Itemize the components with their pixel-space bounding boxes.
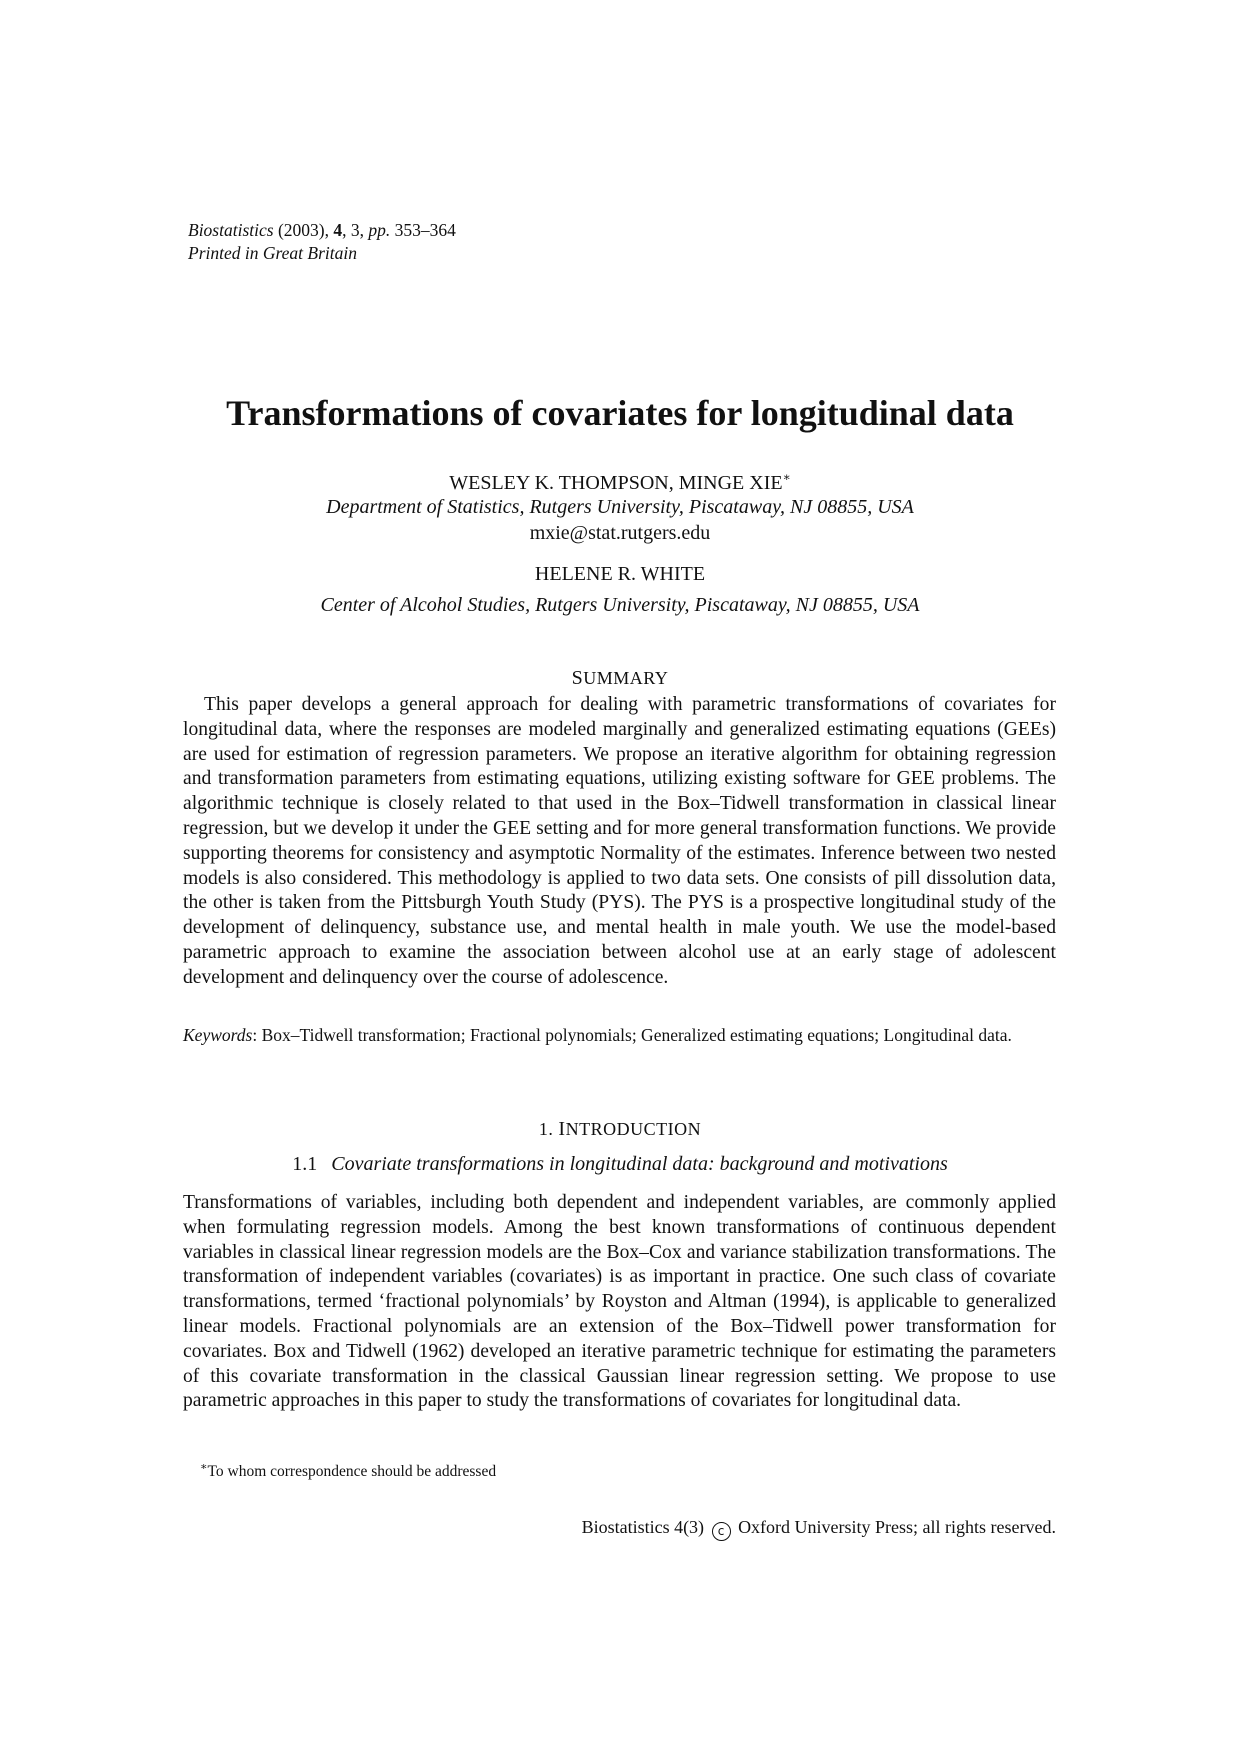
- copyright-journal: Biostatistics 4(3): [581, 1517, 705, 1537]
- section-heading-initial: I: [558, 1118, 566, 1140]
- printed-note: Printed in Great Britain: [188, 243, 357, 263]
- summary-heading-rest: UMMARY: [583, 668, 669, 688]
- copyright-line: [582, 1517, 1056, 1541]
- section-number: 1.: [538, 1119, 554, 1139]
- subsection-title: Covariate transformations in longitudinal data: background and motivations: [331, 1153, 948, 1175]
- footnote-marker: ∗: [200, 1461, 208, 1473]
- subsection-heading: [0, 1153, 1240, 1176]
- copyright-publisher: Oxford University Press; all rights reserved.: [738, 1517, 1056, 1537]
- journal-citation: [188, 219, 456, 265]
- summary-heading: [0, 667, 1240, 690]
- keywords-text: : Box–Tidwell transformation; Fractional polynomials; Generalized estimating equations; Longitudinal data.: [252, 1025, 1012, 1045]
- section-heading-rest: NTRODUCTION: [565, 1119, 702, 1139]
- citation-line: [188, 219, 456, 242]
- journal-name: Biostatistics: [188, 220, 274, 240]
- section-heading-introduction: [0, 1118, 1240, 1141]
- journal-pages: 353–364: [394, 220, 456, 240]
- copyright-icon: c: [712, 1522, 731, 1541]
- introduction-text: Transformations of variables, including both dependent and independent variables, are commonly applied when formulating regression models. Among the best known transformations of continuous dependent variables in classical linear regression models are the Box–Cox and variance stabilization transformations. The transformation of independent variables (covariates) is as important in practice. One such class of covariate transformations, termed ‘fractional polynomials’ by Royston and Altman (1994), is applicable to generalized linear models. Fractional polynomials are an extension of the Box–Tidwell power transformation for covariates. Box and Tidwell (1962) developed an iterative parametric technique for estimating the parameters of this covariate transformation in the classical Gaussian linear regression setting. We propose to use parametric approaches in this paper to study the transformations of covariates for longitudinal data.: [183, 1192, 1056, 1412]
- author-names-1: WESLEY K. THOMPSON, MINGE XIE: [449, 472, 783, 494]
- corresponding-marker: ∗: [782, 470, 791, 484]
- footnote-text: To whom correspondence should be addressed: [207, 1463, 497, 1480]
- affiliation-1: Department of Statistics, Rutgers University, Piscataway, NJ 08855, USA: [326, 496, 914, 518]
- author-line-2: HELENE R. WHITE: [534, 563, 706, 585]
- footnote: [200, 1460, 496, 1481]
- journal-year: (2003),: [277, 220, 329, 240]
- paper-title: [0, 392, 1240, 434]
- author-line-1: [0, 464, 1240, 496]
- keywords: [183, 1023, 1056, 1048]
- affiliation-2: Center of Alcohol Studies, Rutgers University, Piscataway, NJ 08855, USA: [320, 594, 920, 616]
- summary-heading-initial: S: [571, 667, 584, 689]
- subsection-number: 1.1: [292, 1153, 318, 1175]
- paper-title-text: Transformations of covariates for longitudinal data: [226, 393, 1014, 433]
- pages-label: pp.: [368, 220, 391, 240]
- keywords-label: Keywords: [183, 1025, 253, 1045]
- journal-volume: 4: [333, 220, 343, 240]
- author-email[interactable]: mxie@stat.rutgers.edu: [529, 522, 711, 544]
- summary-text: This paper develops a general approach for dealing with parametric transformations of covariates for longitudinal data, where the responses are modeled marginally and generalized estimating equations (GEEs) are used for estimation of regression parameters. We propose an iterative algorithm for obtaining regression and transformation parameters from estimating equations, utilizing existing software for GEE problems. The algorithmic technique is closely related to that used in the Box–Tidwell transformation in classical linear regression, but we develop it under the GEE setting and for more general transformation functions. We provide supporting theorems for consistency and asymptotic Normality of the estimates. Inference between two nested models is also considered. This methodology is applied to two data sets. One consists of pill dissolution data, the other is taken from the Pittsburgh Youth Study (PYS). The PYS is a prospective longitudinal study of the development of delinquency, substance use, and mental health in male youth. We use the model-based parametric approach to examine the association between alcohol use at an early stage of adolescent development and delinquency over the course of adolescence.: [183, 694, 1056, 988]
- journal-issue: , 3,: [342, 220, 364, 240]
